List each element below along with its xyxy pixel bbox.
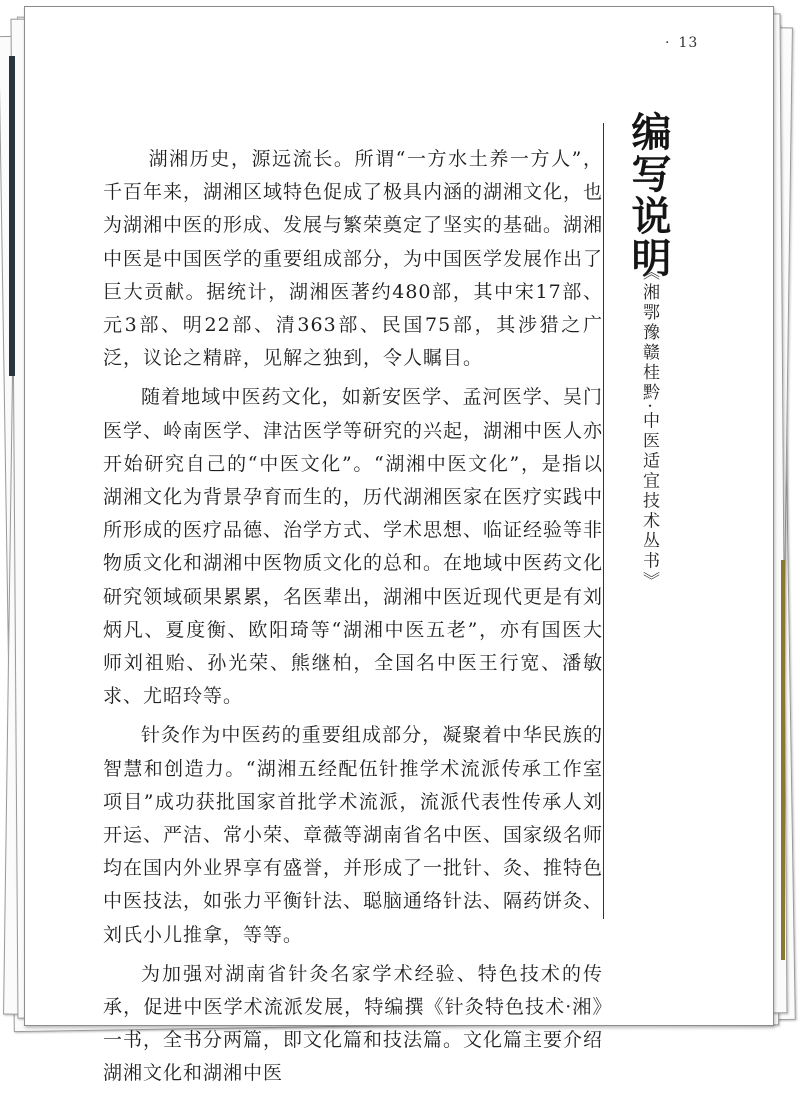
book-edge-dark xyxy=(9,56,15,376)
series-title: 《湘鄂豫赣桂黔·中医适宜技术丛书》 xyxy=(639,263,659,592)
paragraph-3: 针灸作为中医药的重要组成部分，凝聚着中华民族的智慧和创造力。“湖湘五经配伍针推学术流派传承工作室项目”成功获批国家首批学术流派，流派代表性传承人刘开运、严洁、常小荣、章薇等湖南省名中医、国家级名师均在国内外业界享有盛誉，并形成了一批针、灸、推特色中医技法，如张力平衡针法、聪脑通络针法、隔药饼灸、刘氏小儿推拿，等等。 xyxy=(103,724,604,946)
page-number xyxy=(665,35,698,51)
body-text xyxy=(103,143,603,1097)
vertical-divider xyxy=(603,123,604,919)
paragraph-1: 湖湘历史，源远流长。所谓“一方水土养一方人”，千百年来，湖湘区域特色促成了极具内涵的湖湘文化，也为湖湘中医的形成、发展与繁荣奠定了坚实的基础。湖湘中医是中国医学的重要组成部分，为中国医学发展作出了巨大贡献。据统计，湖湘医著约480部，其中宋17部、元3部、明22部、清363部、民国75部，其涉猎之广泛，议论之精辟，见解之独到，令人瞩目。 xyxy=(103,148,604,370)
paragraph-2: 随着地域中医药文化，如新安医学、孟河医学、吴门医学、岭南医学、津沽医学等研究的兴起，湖湘中医人亦开始研究自己的“中医文化”。“湖湘中医文化”，是指以湖湘文化为背景孕育而生的，历代湖湘医家在医疗实践中所形成的医疗品德、治学方式、学术思想、临证经验等非物质文化和湖湘中医物质文化的总和。在地域中医药文化研究领域硕果累累，名医辈出，湖湘中医近现代更是有刘炳凡、夏度衡、欧阳琦等“湖湘中医五老”，亦有国医大师刘祖贻、孙光荣、熊继柏，全国名中医王行宽、潘敏求、尤昭玲等。 xyxy=(103,386,604,708)
page-number-dot: · xyxy=(665,35,671,51)
book-edge-olive xyxy=(781,560,785,960)
page-number-value: 13 xyxy=(678,35,699,51)
book-page xyxy=(24,6,774,1085)
section-title: 编写说明 xyxy=(625,111,672,279)
paragraph-4: 为加强对湖南省针灸名家学术经验、特色技术的传承，促进中医学术流派发展，特编撰《针灸特色技术·湘》一书，全书分两篇，即文化篇和技法篇。文化篇主要介绍湖湘文化和湖湘中医 xyxy=(103,962,604,1085)
